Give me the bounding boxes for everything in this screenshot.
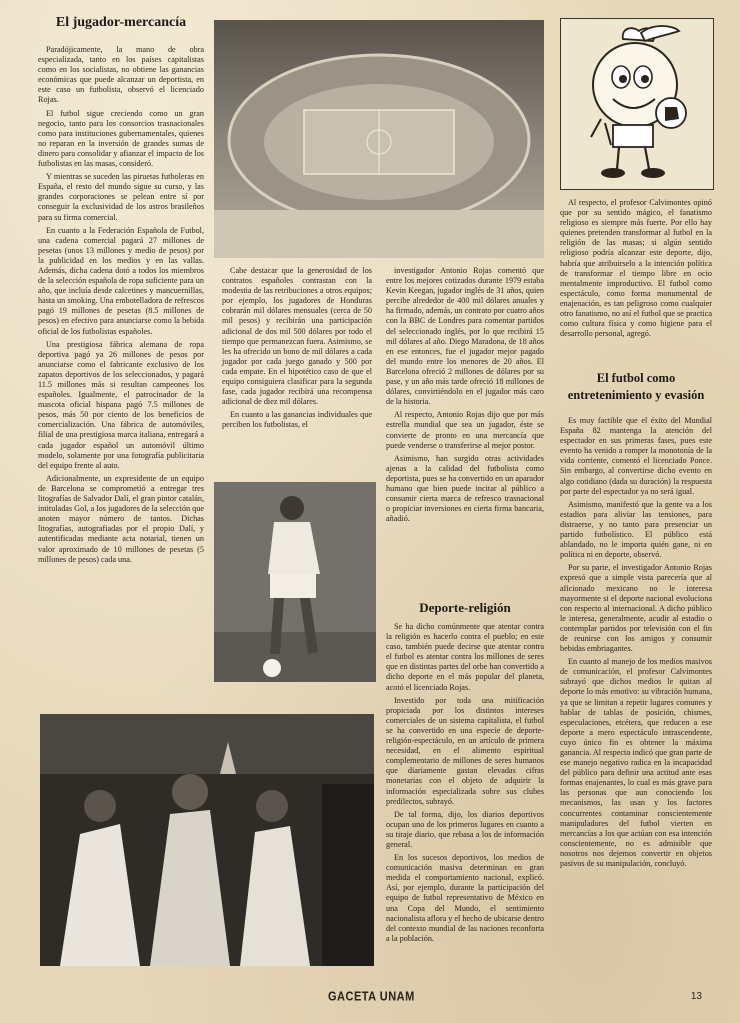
section-heading-religion: Deporte-religión (419, 600, 511, 615)
paragraph: En cuanto a las ganancias individuales que perciben los futbolistas, el (222, 410, 372, 430)
team-celebration-photo (40, 714, 374, 966)
column-3-upper (386, 266, 544, 527)
paragraph: Y mientras se suceden las piruetas futboleras en España, el resto del mundo sigue su curso, y las grandes corporaciones se pelean entre sí por conseguir la exclusividad de los astros brasileños para su firma comercial. (38, 172, 204, 222)
column-4-lower (560, 370, 712, 872)
paragraph: En cuanto a la Federación Española de Futbol, una cadena comercial pagará 27 millones de pesetas (unos 13 millones y medio de pesos) por la publicidad en los medios y en las vallas. Además, dicha cadena dotó a todos los miembros de la selección española de ropa suficiente para un año, que incluía desde calcetines y mancuernillas, hasta un smoking. Una embotelladora de refrescos pagó 19 millones de pesetas (8.5 millones de pesos) en efectivo para anunciarse como la bebida oficial de los futbolistas españoles. (38, 225, 204, 336)
publication-logo: GACETA UNAM (328, 989, 415, 1005)
paragraph: Una prestigiosa fábrica alemana de ropa deportiva pagó ya 26 millones de pesos por anunciarse como el fabricante exclusivo de los zapatos deportivos de los seleccionados, y pagará 11.5 millones más si resultan campeones los españoles. Igualmente, el patrocinador de la mascota oficial hispana pagó 7.5 millones de pesos, más 50 por ciento de los beneficios de comercialización. Una fábrica de automóviles, filial de una prestigiosa marca italiana, entregará a cada jugador español un automóvil último modelo, solamente por una fotografía publicitaria del equipo frente al auto. (38, 339, 204, 470)
paragraph: De tal forma, dijo, los diarios deportivos ocupan uno de los primeros lugares en cuanto a su tiraje diario, que rebasa a los de información general. (386, 809, 544, 849)
paragraph: Es muy factible que el éxito del Mundial España 82 mantenga la atención del espectador en sus primeras fases, pues este evento ha venido a romper la monotonía de la vida corriente, comentó el licenciado Ponce. Sin embargo, al convertirse dicho evento en algo cotidiano (dada su duración) la respuesta por parte del espectador ya no será igual. (560, 416, 712, 496)
paragraph: Asimismo, manifestó que la gente va a los estadios para aliviar las tensiones, para distraerse, y no tanto para presenciar un partido futbolístico. El público está ablandado, no le importa quién gane, ni en política ni en deporte, observó. (560, 499, 712, 560)
mascot-illustration (560, 18, 714, 190)
stadium-photo (214, 20, 544, 258)
section-heading-jugador: El jugador-mercancía (55, 15, 187, 30)
column-2 (222, 266, 372, 434)
column-4-upper (560, 198, 712, 342)
player-photo (214, 482, 376, 682)
paragraph: En cuanto al manejo de los medios masivos de comunicación, el profesor Calvimontes subrayó que dichos medios le quitan al deporte lo más emotivo: su vibración humana, ya que se limitan a repetir lugares comunes y hablar de tablas de posición, chismes, especulaciones, etcétera, que reducen a ese deporte a mero espectáculo intrascendente, cuyo único fin es obtener la máxima ganancia. Al respecto indicó que gran parte de ese manejo negativo radica en la incapacidad del público para definir una actitud ante esas formas enajenantes, lo cual es más grave para las personas que aun conociendo los mecanismos, las usan y los factores concurrentes contaminar conscientemente manipuladores del futbol vierten en mercancías a los que actúan con esa intención conscientemente, no es admisible que nosotros nos dejemos convertir en objetos pasivos de su manipulación, concluyó. (560, 657, 712, 869)
paragraph: Adicionalmente, un expresidente de un equipo de Barcelona se comprometió a entregar tres litografías de Salvador Dalí, el gran pintor catalán, intituladas Gol, a los jugadores de la selección que anoten mayor número de tantos. Dichas litografías, autografiadas por el propio Dalí, y autentificadas mediante acta notarial, tienen un valor aproximado de 10 millones de pesetas (5 millones de pesos) cada una. (38, 473, 204, 564)
page-footer (0, 989, 740, 1009)
paragraph: Paradójicamente, la mano de obra especializada, tanto en los países capitalistas como en los socialistas, no obtiene las ganancias económicas que puede alcanzar un deportista, en este caso un futbolista, observó el licenciado Rojas. (38, 45, 204, 105)
paragraph: El futbol sigue creciendo como un gran negocio, tanto para los consorcios trasnacionales como para instituciones gubernamentales, quienes no reparan en la inversión de grandes sumas de dinero para consolidar y afianzar el impacto de los futbolistas en las masas, consideró. (38, 108, 204, 169)
section-heading-futbol: El futbol como entretenimiento y evasión (567, 371, 705, 402)
paragraph: Asimismo, han surgido otras actividades ajenas a la calidad del futbolista como deportista, pues se ha convertido en un aparador humano que bien puede incitar al público a consumir cierta marca de refresco trasnacional o propiciar inversiones en cierta firma bancaria, añadió. (386, 453, 544, 524)
page-number: 13 (690, 991, 702, 1002)
paragraph: Por su parte, el investigador Antonio Rojas expresó que a simple vista parecería que al aficionado mexicano no le interesa mayormente si el deporte nacional evoluciona con respecto al internacional. A dicho público le interesa, generalmente, acudir al estadio o contemplar partidos por televisión con el fin de reunirse con los amigos y consumir bebidas embriagantes. (560, 563, 712, 654)
paragraph: Investido por toda una mitificación propiciada por los distintos intereses comerciales de un sistema capitalista, el futbol se ha convertido en una especie de deporte-religión-espectáculo, en un artículo de primera necesidad, en el alimento espiritual complementario de millones de seres humanos que diariamente gastan elevadas cifras monetarias con el objeto de adquirir la información especializada sobre sus clubes predilectos, subrayó. (386, 695, 544, 806)
paragraph: En los sucesos deportivos, los medios de comunicación masiva determinan en gran medida el comportamiento nacional, explicó. Así, por ejemplo, durante la participación del equipo de futbol representativo de México en una Copa del Mundo, el sentimiento nacionalista aflora y el hecho de ubicarse dentro del contexto mundial de las naciones reconforta a la población. (386, 853, 544, 943)
paragraph: Al respecto, el profesor Calvimontes opinó que por su sentido mágico, el fanatismo religioso es siempre más fuerte. Por ello hay quienes pretenden transformar al futbol en la religión de las masas; si algún sentido religioso podría alcanzar este deporte, dijo, habría que atribuirselo a la intención política de transformar el tiempo libre en ocio mentalmente improductivo. El futbol como espectáculo, como forma monumental de enajenación, es tan peligroso como cualquier otro fanatismo, no así el futbol que se practica como cultura física y como higiene para el desarrollo personal, agregó. (560, 198, 712, 339)
paragraph: Al respecto, Antonio Rojas dijo que por más estrella mundial que sea un jugador, éste se convierte de pronto en una mercancía que puede venderse o transferirse al mejor postor. (386, 410, 544, 450)
paragraph: Cabe destacar que la generosidad de los contratos españoles contrastan con la modestia de las retribuciones a otros equipos; por ejemplo, los jugadores de Honduras cobrarán mil dólares mensuales (cerca de 50 mil pesos) y recibirán una participación adicional de dos mil 500 dólares por todo el tiempo que permanezcan fuera. Asimismo, se les ha ofrecido un bono de mil dólares a cada jugador por cada juego ganado y 500 por cada empate. En el hipotético caso de que el equipo consiguiera clasificar para la segunda fase, cada jugador recibirá una recompensa adicional de diez mil dólares. (222, 266, 372, 407)
column-3-lower (386, 600, 544, 947)
column-1 (38, 14, 204, 568)
paragraph: investigador Antonio Rojas comentó que entre los mejores cotizados durante 1979 estaba Kevin Keegan, jugador inglés de 31 años, quien percibe alrededor de 400 mil dólares anuales y ha firmado, además, un contrato por cuatro años con la BBC de Londres para comentar partidos del seleccionado inglés, por lo que recibirá 15 mil dólares al año. Diego Maradona, de 18 años en ese entonces, fue el jugador mejor pagado del mundo entre los menores de 20 años. El Barcelona ofreció 2 millones de dólares por su pase, y un año más tarde ofreció 18 millones de dólares, convirtiéndolo en el jugador más caro de la historia. (386, 266, 545, 407)
paragraph: Se ha dicho comúnmente que atentar contra la religión es hacerlo contra el pueblo; en este caso, también puede decirse que atentar contra el futbol es atentar contra los millones de seres que en distintas partes del orbe han convertido a dicho deporte en el más popular del planeta, acotó el licenciado Rojas. (386, 622, 544, 692)
